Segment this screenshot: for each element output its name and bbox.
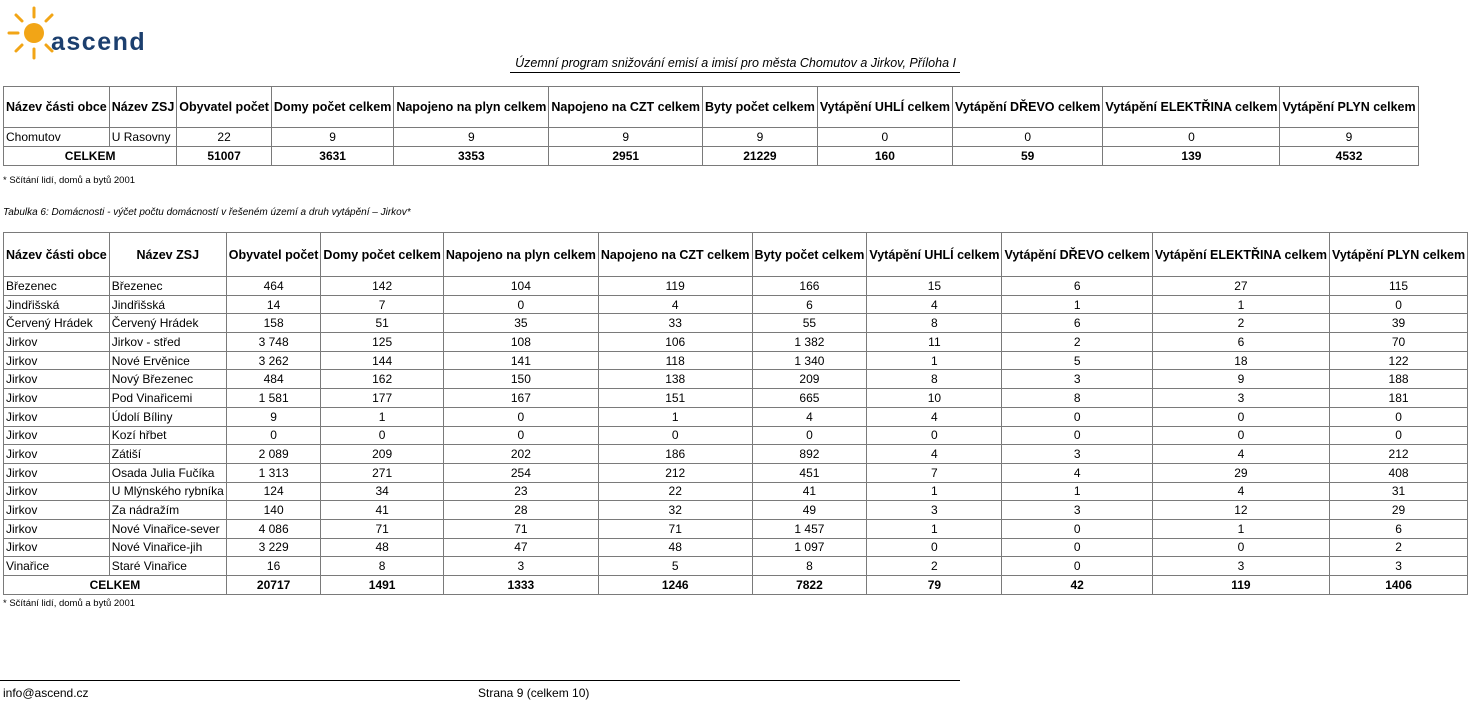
table-row bbox=[4, 295, 1468, 314]
column-header: Název ZSJ bbox=[109, 233, 226, 277]
table-row bbox=[4, 482, 1468, 501]
table-cell: 71 bbox=[443, 519, 598, 538]
column-header: Domy počet celkem bbox=[321, 233, 443, 277]
table-cell: 209 bbox=[321, 445, 443, 464]
table-cell: 48 bbox=[598, 538, 752, 557]
table-cell: 1 bbox=[598, 407, 752, 426]
table2-header-row bbox=[4, 233, 1468, 277]
table-cell: 0 bbox=[1329, 295, 1467, 314]
footnote-census-2: * Sčítání lidí, domů a bytů 2001 bbox=[3, 598, 136, 609]
table-row bbox=[4, 407, 1468, 426]
table-cell: 484 bbox=[226, 370, 321, 389]
table-cell: 0 bbox=[1002, 557, 1152, 576]
table1-header-row bbox=[4, 87, 1419, 128]
table-cell: 202 bbox=[443, 445, 598, 464]
table-cell: 8 bbox=[321, 557, 443, 576]
table-cell: Zátiší bbox=[109, 445, 226, 464]
table-row bbox=[4, 277, 1468, 296]
table-cell: 3 bbox=[1002, 445, 1152, 464]
table-cell: 0 bbox=[321, 426, 443, 445]
column-header: Název části obce bbox=[4, 87, 110, 128]
table-cell: 1 bbox=[867, 351, 1002, 370]
table-cell: 22 bbox=[598, 482, 752, 501]
table-cell: 464 bbox=[226, 277, 321, 296]
table-cell: 1 bbox=[1002, 295, 1152, 314]
table-cell: 150 bbox=[443, 370, 598, 389]
table-cell: 119 bbox=[598, 277, 752, 296]
column-header: Název ZSJ bbox=[109, 87, 177, 128]
table-cell: 2 bbox=[1152, 314, 1329, 333]
table-cell: Jirkov bbox=[4, 333, 110, 352]
table-cell: 0 bbox=[1103, 128, 1280, 147]
table-cell: 1 097 bbox=[752, 538, 867, 557]
column-header: Vytápění DŘEVO celkem bbox=[1002, 233, 1152, 277]
table-cell: 0 bbox=[1329, 426, 1467, 445]
table-cell: 140 bbox=[226, 501, 321, 520]
table-cell: 892 bbox=[752, 445, 867, 464]
table-row bbox=[4, 426, 1468, 445]
table-cell: 14 bbox=[226, 295, 321, 314]
table-cell: 158 bbox=[226, 314, 321, 333]
table-cell: 34 bbox=[321, 482, 443, 501]
table-cell: 41 bbox=[752, 482, 867, 501]
table-cell: 47 bbox=[443, 538, 598, 557]
table-cell: Nové Ervěnice bbox=[109, 351, 226, 370]
table-cell: 6 bbox=[1002, 277, 1152, 296]
table-cell: 1 bbox=[321, 407, 443, 426]
table-cell: 151 bbox=[598, 389, 752, 408]
total-cell: 42 bbox=[1002, 576, 1152, 595]
table-cell: 141 bbox=[443, 351, 598, 370]
table-cell: Jirkov bbox=[4, 426, 110, 445]
table-cell: 2 bbox=[867, 557, 1002, 576]
table-cell: 3 bbox=[1329, 557, 1467, 576]
table-cell: 1 340 bbox=[752, 351, 867, 370]
document-header-title: Územní program snižování emisí a imisí pro města Chomutov a Jirkov, Příloha I bbox=[515, 56, 956, 70]
table-cell: 162 bbox=[321, 370, 443, 389]
table-cell: 3 bbox=[1002, 501, 1152, 520]
total-label: CELKEM bbox=[4, 147, 177, 166]
table-cell: Jirkov bbox=[4, 519, 110, 538]
table-cell: 124 bbox=[226, 482, 321, 501]
total-cell: 2951 bbox=[549, 147, 703, 166]
total-cell: 79 bbox=[867, 576, 1002, 595]
table-cell: 4 bbox=[1152, 445, 1329, 464]
column-header: Byty počet celkem bbox=[703, 87, 818, 128]
table-cell: 2 089 bbox=[226, 445, 321, 464]
table-cell: 0 bbox=[952, 128, 1102, 147]
table-cell: 1 bbox=[1152, 295, 1329, 314]
table-cell: 0 bbox=[817, 128, 952, 147]
total-cell: 51007 bbox=[177, 147, 272, 166]
table-cell: Nové Vinařice-jih bbox=[109, 538, 226, 557]
table-row bbox=[4, 370, 1468, 389]
table-cell: 29 bbox=[1152, 463, 1329, 482]
table-cell: 39 bbox=[1329, 314, 1467, 333]
table-cell: 3 bbox=[443, 557, 598, 576]
table-cell: 3 bbox=[867, 501, 1002, 520]
table-cell: 0 bbox=[598, 426, 752, 445]
table-cell: 1 bbox=[867, 482, 1002, 501]
table-cell: 27 bbox=[1152, 277, 1329, 296]
table-cell: 138 bbox=[598, 370, 752, 389]
table2-body bbox=[4, 277, 1468, 595]
table-cell: 271 bbox=[321, 463, 443, 482]
table-cell: Jirkov - střed bbox=[109, 333, 226, 352]
table-cell: Jirkov bbox=[4, 463, 110, 482]
table-row bbox=[4, 463, 1468, 482]
table-cell: 4 bbox=[1152, 482, 1329, 501]
table-cell: Jirkov bbox=[4, 445, 110, 464]
column-header: Napojeno na plyn celkem bbox=[394, 87, 549, 128]
table-cell: 212 bbox=[598, 463, 752, 482]
column-header: Vytápění UHLÍ celkem bbox=[817, 87, 952, 128]
total-row bbox=[4, 147, 1419, 166]
table-cell: U Rasovny bbox=[109, 128, 177, 147]
table-cell: 4 bbox=[1002, 463, 1152, 482]
table-cell: 9 bbox=[703, 128, 818, 147]
table-cell: 28 bbox=[443, 501, 598, 520]
table-cell: 16 bbox=[226, 557, 321, 576]
table-cell: 0 bbox=[1002, 407, 1152, 426]
table-cell: 144 bbox=[321, 351, 443, 370]
table-cell: Červený Hrádek bbox=[109, 314, 226, 333]
table-cell: 2 bbox=[1002, 333, 1152, 352]
table-cell: 71 bbox=[598, 519, 752, 538]
total-cell: 3631 bbox=[271, 147, 393, 166]
table-cell: 0 bbox=[1152, 426, 1329, 445]
table-cell: 5 bbox=[1002, 351, 1152, 370]
table-cell: 0 bbox=[1152, 407, 1329, 426]
table-cell: 6 bbox=[1152, 333, 1329, 352]
total-cell: 1333 bbox=[443, 576, 598, 595]
table-cell: Staré Vinařice bbox=[109, 557, 226, 576]
table-cell: 8 bbox=[867, 314, 1002, 333]
column-header: Vytápění PLYN celkem bbox=[1280, 87, 1418, 128]
table-row bbox=[4, 128, 1419, 147]
table-cell: 8 bbox=[752, 557, 867, 576]
table-cell: Jirkov bbox=[4, 370, 110, 389]
table-cell: 4 086 bbox=[226, 519, 321, 538]
table-cell: 6 bbox=[1329, 519, 1467, 538]
table-cell: Pod Vinařicemi bbox=[109, 389, 226, 408]
total-label: CELKEM bbox=[4, 576, 227, 595]
table-cell: 106 bbox=[598, 333, 752, 352]
table-cell: 1 382 bbox=[752, 333, 867, 352]
table-cell: Jirkov bbox=[4, 407, 110, 426]
table-cell: 0 bbox=[1002, 519, 1152, 538]
table-cell: 108 bbox=[443, 333, 598, 352]
table-row bbox=[4, 445, 1468, 464]
total-row bbox=[4, 576, 1468, 595]
column-header: Domy počet celkem bbox=[271, 87, 393, 128]
table-cell: 0 bbox=[1002, 538, 1152, 557]
table-cell: 9 bbox=[271, 128, 393, 147]
table-cell: Chomutov bbox=[4, 128, 110, 147]
table-cell: 167 bbox=[443, 389, 598, 408]
table-cell: 0 bbox=[1002, 426, 1152, 445]
table-cell: 118 bbox=[598, 351, 752, 370]
table-cell: Jirkov bbox=[4, 389, 110, 408]
table-cell: 49 bbox=[752, 501, 867, 520]
table-cell: 3 748 bbox=[226, 333, 321, 352]
table-cell: 142 bbox=[321, 277, 443, 296]
table-cell: U Mlýnského rybníka bbox=[109, 482, 226, 501]
table-cell: Jindřišská bbox=[4, 295, 110, 314]
table-cell: 186 bbox=[598, 445, 752, 464]
table-cell: 115 bbox=[1329, 277, 1467, 296]
table-row bbox=[4, 501, 1468, 520]
footer-page-number: Strana 9 (celkem 10) bbox=[478, 686, 590, 700]
table-cell: Jirkov bbox=[4, 482, 110, 501]
table-cell: Jirkov bbox=[4, 501, 110, 520]
table-chomutov bbox=[3, 86, 1419, 166]
table-cell: 4 bbox=[867, 445, 1002, 464]
column-header: Vytápění DŘEVO celkem bbox=[952, 87, 1102, 128]
total-cell: 7822 bbox=[752, 576, 867, 595]
table-cell: 665 bbox=[752, 389, 867, 408]
column-header: Vytápění ELEKTŘINA celkem bbox=[1152, 233, 1329, 277]
table-cell: 8 bbox=[1002, 389, 1152, 408]
total-cell: 4532 bbox=[1280, 147, 1418, 166]
table-cell: 55 bbox=[752, 314, 867, 333]
table-row bbox=[4, 333, 1468, 352]
table-cell: 3 262 bbox=[226, 351, 321, 370]
total-cell: 160 bbox=[817, 147, 952, 166]
table-cell: 51 bbox=[321, 314, 443, 333]
table1-body bbox=[4, 128, 1419, 166]
table-cell: 166 bbox=[752, 277, 867, 296]
table-cell: Nový Březenec bbox=[109, 370, 226, 389]
table-cell: 9 bbox=[549, 128, 703, 147]
table-cell: Březenec bbox=[109, 277, 226, 296]
table-cell: 0 bbox=[226, 426, 321, 445]
table-row bbox=[4, 389, 1468, 408]
table-cell: 125 bbox=[321, 333, 443, 352]
total-cell: 59 bbox=[952, 147, 1102, 166]
total-cell: 1491 bbox=[321, 576, 443, 595]
table-cell: 0 bbox=[752, 426, 867, 445]
table-cell: 11 bbox=[867, 333, 1002, 352]
table-cell: Březenec bbox=[4, 277, 110, 296]
column-header: Obyvatel počet bbox=[177, 87, 272, 128]
table-cell: 122 bbox=[1329, 351, 1467, 370]
column-header: Vytápění PLYN celkem bbox=[1329, 233, 1467, 277]
table-cell: 23 bbox=[443, 482, 598, 501]
table-cell: 70 bbox=[1329, 333, 1467, 352]
table-cell: 0 bbox=[1152, 538, 1329, 557]
table-cell: 0 bbox=[1329, 407, 1467, 426]
table-row bbox=[4, 314, 1468, 333]
column-header: Obyvatel počet bbox=[226, 233, 321, 277]
footer-email: info@ascend.cz bbox=[3, 686, 89, 700]
table-cell: 104 bbox=[443, 277, 598, 296]
table-cell: 212 bbox=[1329, 445, 1467, 464]
table-cell: 9 bbox=[226, 407, 321, 426]
table-cell: 3 bbox=[1002, 370, 1152, 389]
table-cell: 3 bbox=[1152, 389, 1329, 408]
table-cell: 1 bbox=[1152, 519, 1329, 538]
table-cell: Červený Hrádek bbox=[4, 314, 110, 333]
table-cell: 209 bbox=[752, 370, 867, 389]
table-cell: 35 bbox=[443, 314, 598, 333]
table-cell: 41 bbox=[321, 501, 443, 520]
table-cell: 5 bbox=[598, 557, 752, 576]
column-header: Napojeno na CZT celkem bbox=[598, 233, 752, 277]
total-cell: 1246 bbox=[598, 576, 752, 595]
column-header: Napojeno na CZT celkem bbox=[549, 87, 703, 128]
table-cell: 3 bbox=[1152, 557, 1329, 576]
table-cell: 1 581 bbox=[226, 389, 321, 408]
table-cell: 10 bbox=[867, 389, 1002, 408]
table-cell: Nové Vinařice-sever bbox=[109, 519, 226, 538]
footnote-census-1: * Sčítání lidí, domů a bytů 2001 bbox=[3, 175, 136, 186]
table-cell: 32 bbox=[598, 501, 752, 520]
table-cell: 4 bbox=[867, 407, 1002, 426]
table-cell: Osada Julia Fučíka bbox=[109, 463, 226, 482]
table-cell: 181 bbox=[1329, 389, 1467, 408]
table-cell: 8 bbox=[867, 370, 1002, 389]
table-cell: 3 229 bbox=[226, 538, 321, 557]
column-header: Vytápění UHLÍ celkem bbox=[867, 233, 1002, 277]
table-cell: 33 bbox=[598, 314, 752, 333]
total-cell: 119 bbox=[1152, 576, 1329, 595]
table-row bbox=[4, 557, 1468, 576]
table-cell: Údolí Bíliny bbox=[109, 407, 226, 426]
table-cell: 188 bbox=[1329, 370, 1467, 389]
table-cell: 1 bbox=[1002, 482, 1152, 501]
header-divider bbox=[510, 72, 960, 73]
footer-divider bbox=[0, 680, 960, 681]
table-caption: Tabulka 6: Domácnosti - výčet počtu domácností v řešeném území a druh vytápění – Jirkov* bbox=[3, 207, 411, 218]
table-cell: 451 bbox=[752, 463, 867, 482]
table-cell: Jirkov bbox=[4, 351, 110, 370]
table-cell: 0 bbox=[443, 407, 598, 426]
table-cell: 31 bbox=[1329, 482, 1467, 501]
logo-text: ascend bbox=[51, 28, 147, 56]
table-cell: 9 bbox=[394, 128, 549, 147]
table-cell: 0 bbox=[867, 538, 1002, 557]
table-jirkov bbox=[3, 232, 1468, 595]
total-cell: 21229 bbox=[703, 147, 818, 166]
table-cell: Vinařice bbox=[4, 557, 110, 576]
table-cell: 4 bbox=[752, 407, 867, 426]
table-cell: 0 bbox=[443, 426, 598, 445]
total-cell: 1406 bbox=[1329, 576, 1467, 595]
table-cell: 9 bbox=[1152, 370, 1329, 389]
table-cell: 6 bbox=[752, 295, 867, 314]
table-cell: 71 bbox=[321, 519, 443, 538]
column-header: Název části obce bbox=[4, 233, 110, 277]
column-header: Vytápění ELEKTŘINA celkem bbox=[1103, 87, 1280, 128]
table-cell: 15 bbox=[867, 277, 1002, 296]
table-cell: 18 bbox=[1152, 351, 1329, 370]
table-cell: 29 bbox=[1329, 501, 1467, 520]
column-header: Byty počet celkem bbox=[752, 233, 867, 277]
total-cell: 139 bbox=[1103, 147, 1280, 166]
table-cell: 1 457 bbox=[752, 519, 867, 538]
column-header: Napojeno na plyn celkem bbox=[443, 233, 598, 277]
table-cell: Kozí hřbet bbox=[109, 426, 226, 445]
table-cell: Jirkov bbox=[4, 538, 110, 557]
total-cell: 3353 bbox=[394, 147, 549, 166]
table-cell: 12 bbox=[1152, 501, 1329, 520]
table-cell: 0 bbox=[867, 426, 1002, 445]
table-cell: 0 bbox=[443, 295, 598, 314]
table-cell: 6 bbox=[1002, 314, 1152, 333]
table-cell: Za nádražím bbox=[109, 501, 226, 520]
table-cell: Jindřišská bbox=[109, 295, 226, 314]
table-cell: 9 bbox=[1280, 128, 1418, 147]
table-row bbox=[4, 538, 1468, 557]
table-cell: 2 bbox=[1329, 538, 1467, 557]
table-cell: 7 bbox=[867, 463, 1002, 482]
table-row bbox=[4, 351, 1468, 370]
table-cell: 177 bbox=[321, 389, 443, 408]
table-cell: 254 bbox=[443, 463, 598, 482]
table-cell: 1 bbox=[867, 519, 1002, 538]
table-cell: 22 bbox=[177, 128, 272, 147]
table-cell: 4 bbox=[598, 295, 752, 314]
ascend-logo bbox=[8, 4, 147, 64]
table-cell: 4 bbox=[867, 295, 1002, 314]
table-cell: 1 313 bbox=[226, 463, 321, 482]
total-cell: 20717 bbox=[226, 576, 321, 595]
table-row bbox=[4, 519, 1468, 538]
table-cell: 7 bbox=[321, 295, 443, 314]
table-cell: 408 bbox=[1329, 463, 1467, 482]
table-cell: 48 bbox=[321, 538, 443, 557]
